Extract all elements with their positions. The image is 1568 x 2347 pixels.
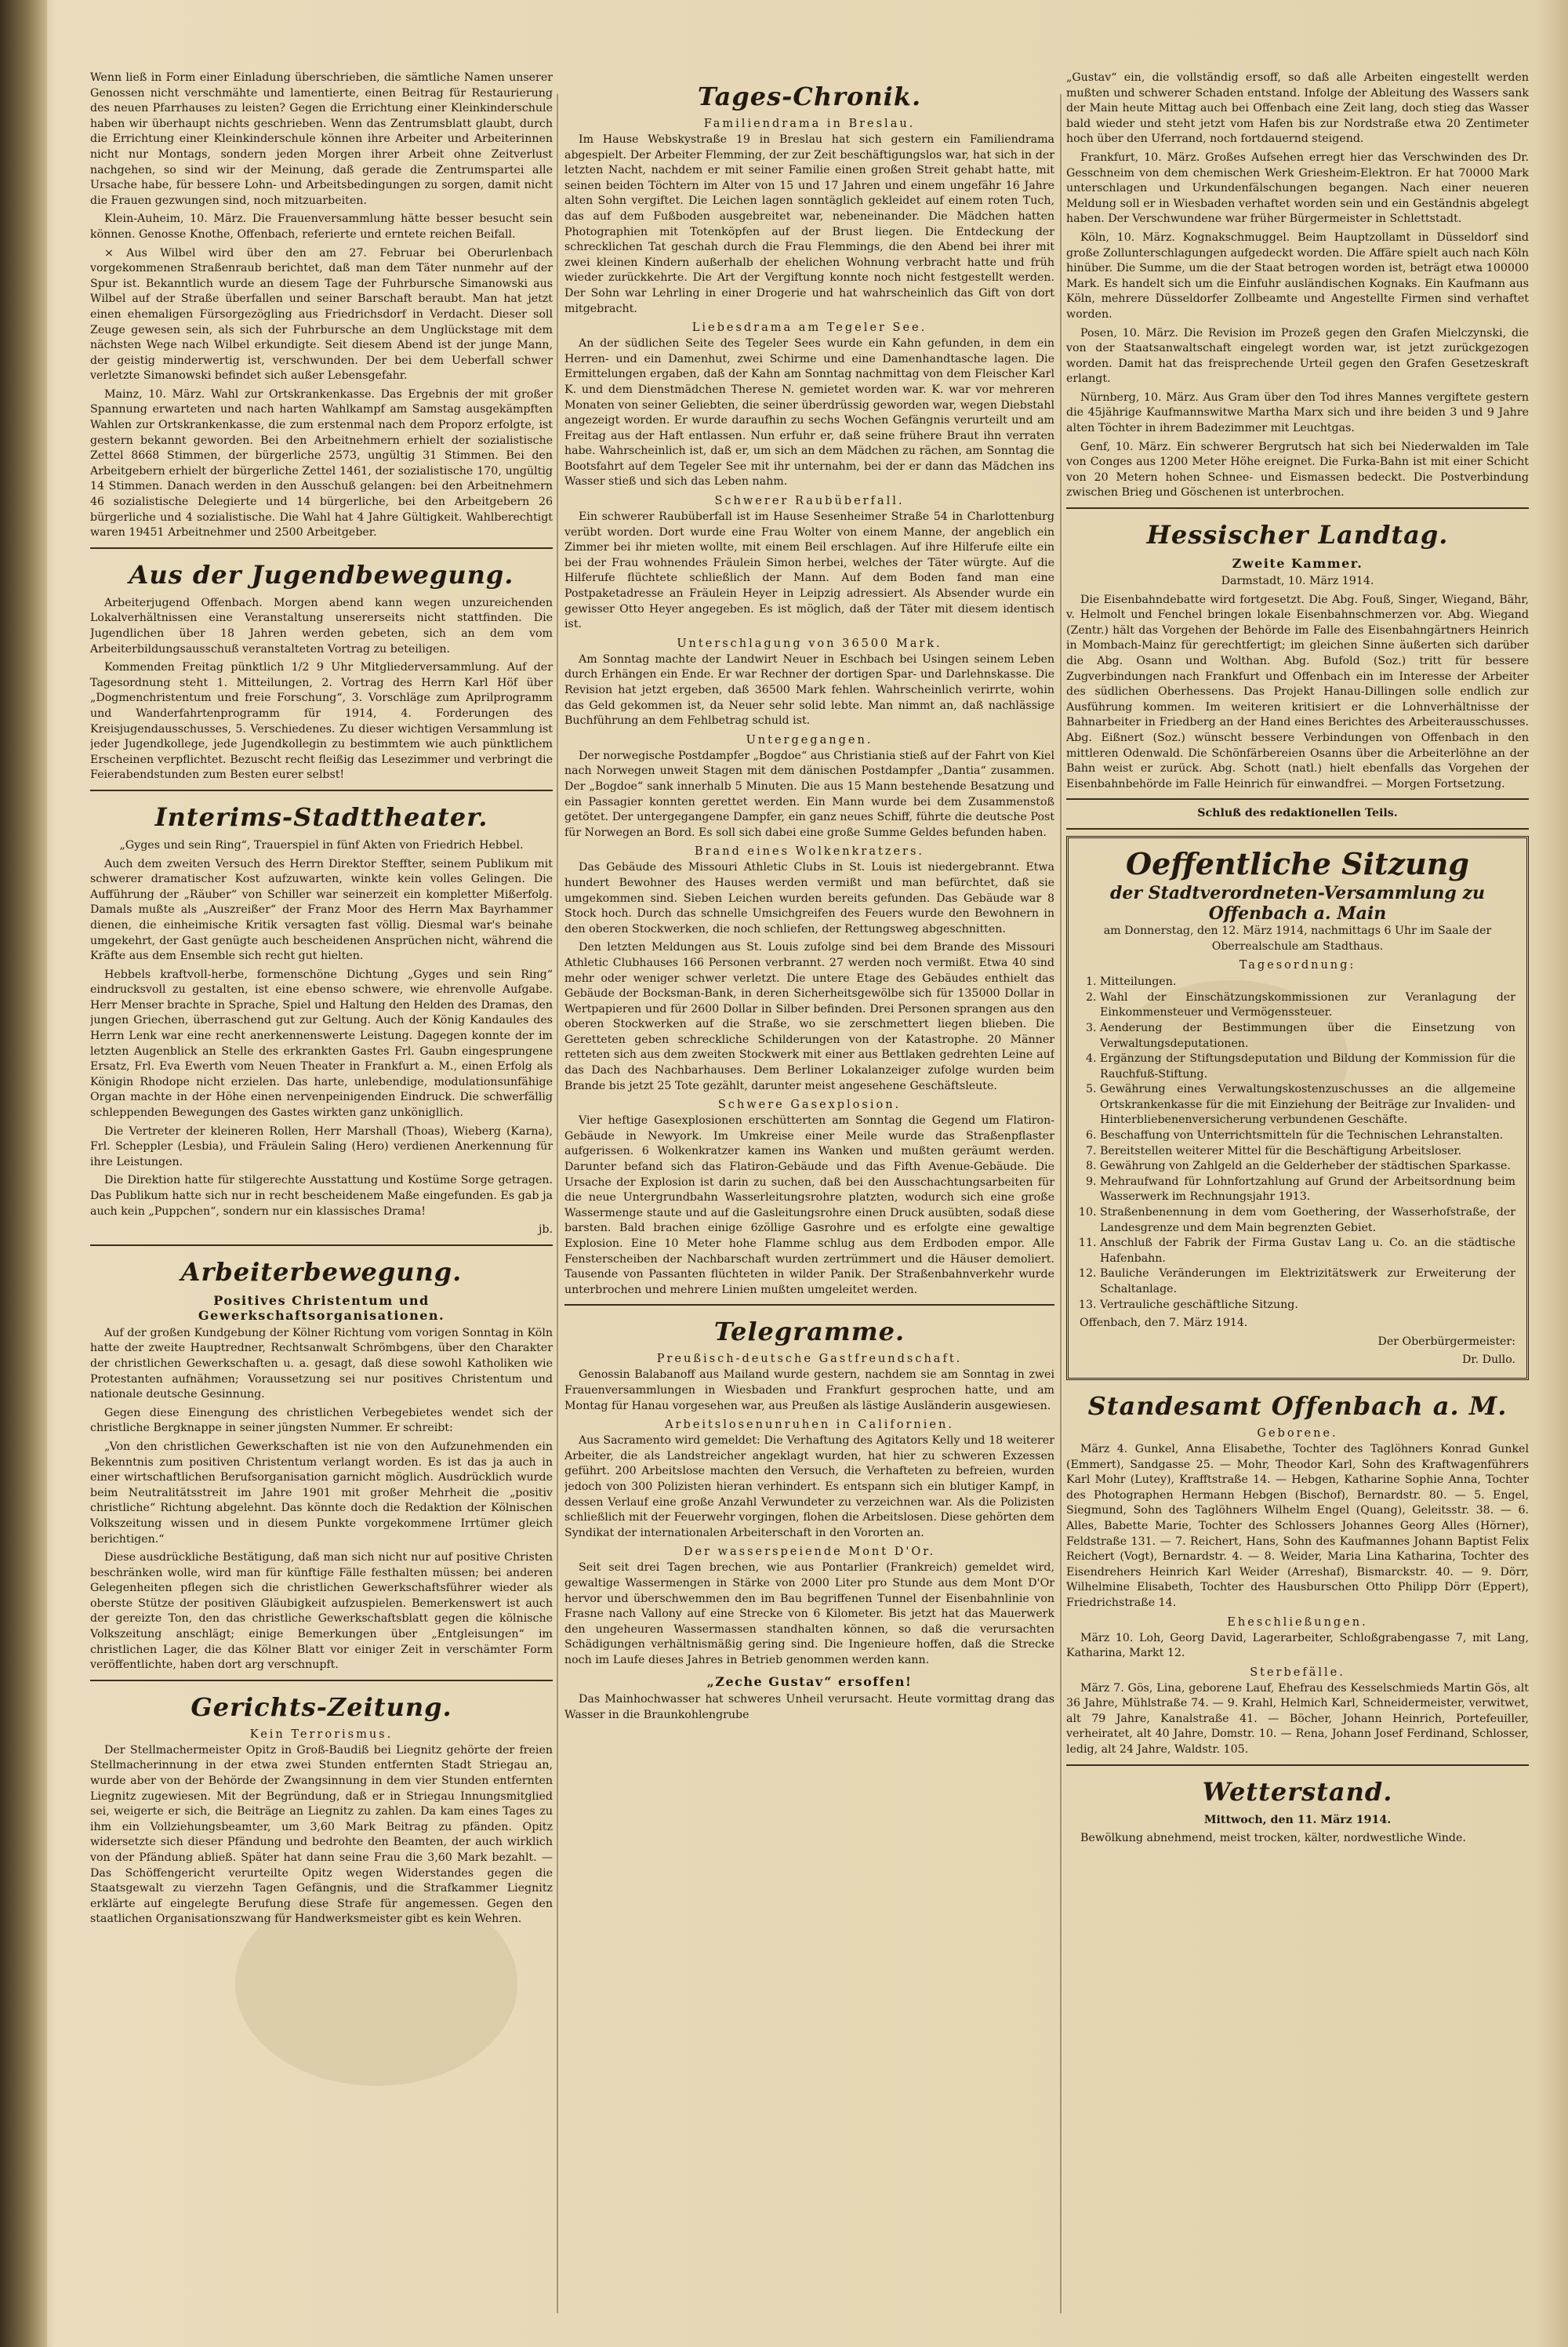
subheading: „Zeche Gustav“ ersoffen!	[706, 1674, 913, 1690]
paragraph: „Von den christlichen Gewerkschaften ist nie von den Aufzunehmenden ein Bekenntnis zum positiven Christentum verlangt worden. Es ist das ja auch in einer wirtschaftlichen Berufsorganisation garnicht möglich. Ausdrücklich wurde beim Neutralitätsstreit im Jahre 1901 mit großer Mehrheit die „positiv christliche“ Richtung abgelehnt. Das könnte doch die Redaktion der Kölnischen Volkszeitung wissen und in diesem Punkte vorgekommene Irrtümer gleich berichtigen.“	[90, 1440, 553, 1546]
subheading: Geborene.	[1257, 1426, 1338, 1440]
agenda-item: 12. Bauliche Veränderungen im Elektrizitätswerk zur Erweiterung der Schaltanlage.	[1100, 1266, 1515, 1297]
paragraph: An der südlichen Seite des Tegeler Sees wurde ein Kahn gefunden, in dem ein Herren- und ein Damenhut, zwei Schirme und eine Damenhandtasche lagen. Die Ermittelungen ergaben, daß der Kahn am Sonntag nachmittag von dem Fleischer Karl K. und dem Dienstmädchen Therese N. gemietet worden war. K. war vor mehreren Monaten von seiner Geliebten, die seiner überdrüssig geworden war, wegen Diebstahl angezeigt worden. Er wurde daraufhin zu sechs Wochen Gefängnis verurteilt und am Freitag aus der Haft entlassen. Nun erfuhr er, daß seine frühere Braut ihn verraten habe. Wahrscheinlich ist, daß er, um sich an dem Mädchen zu rächen, am Sonntag die Bootsfahrt auf dem Tegeler See mit ihr unternahm, bei der er dann das Mädchen ins Wasser stieß und sich das Leben nahm.	[564, 337, 1054, 489]
agenda-item: 10. Straßenbenennung in dem vom Goethering, der Wasserhofstraße, der Landesgrenze und dem Main begrenzten Gebiet.	[1100, 1205, 1515, 1236]
agenda-item: 5. Gewährung eines Verwaltungskostenzuschusses an die allgemeine Ortskrankenkasse für die mit Einziehung der Beiträge zur Invaliden- und Hinterbliebenenversicherung verbundenen Geschäfte.	[1100, 1082, 1515, 1128]
subheading: Brand eines Wolkenkratzers.	[694, 845, 925, 859]
subheading: Untergegangen.	[746, 733, 873, 747]
agenda-item: 3. Aenderung der Bestimmungen über die Einsetzung von Verwaltungsdeputationen.	[1100, 1021, 1515, 1052]
paragraph: Wenn ließ in Form einer Einladung überschrieben, die sämtliche Namen unserer Genossen nicht verschmähte und lamentierte, einen Beitrag für Restaurierung des neuen Pfarrhauses zu leisten? Gegen die Errichtung einer Kleinkinderschule haben wir überhaupt nichts geschrieben. Wenn das Zentrumsblatt glaubt, durch die Errichtung einer Kleinkinderschule können ihre Arbeiter und Arbeiterinnen nicht nur Montags, sondern jeden Morgen ihrer Arbeit ohne Zeitverlust nachgehen, so sind wir der Meinung, daß gerade die Zentrumspartei alle Ursache habe, für bessere Lohn- und Arbeitsbedingungen zu sorgen, damit nicht die Frauen gezwungen sind, noch mitzuarbeiten.	[90, 71, 553, 207]
section-rule	[1066, 798, 1529, 800]
section-heading-standesamt: Standesamt Offenbach a. M.	[1087, 1390, 1508, 1421]
paragraph: „Gustav“ ein, die vollständig ersoff, so daß alle Arbeiten eingestellt werden mußten und schwerer Schaden entstand. Infolge der Ableitung des Wassers sank der Main heute Mittag auch bei Offenbach eine Zeit lang, doch stieg das Wasser bald wieder und steht jetzt vom Hafen bis zur Nordstraße etwa 20 Zentimeter hoch über den Uferrand, noch fortdauernd steigend.	[1066, 71, 1529, 146]
paragraph: Seit seit drei Tagen brechen, wie aus Pontarlier (Frankreich) gemeldet wird, gewaltige Wassermengen in Stärke von 2000 Liter pro Stunde aus dem Mont D'Or hervor und überschwemmen den im Bau begriffenen Tunnel der Eisenbahnlinie von Frasne nach Vallony auf eine Strecke von 6 Kilometer. Bis jetzt hat das Mauerwerk den ungeheuren Wassermassen standhalten können, so daß die verursachten Schädigungen verhältnismäßig gering sind. Die Ingenieure hoffen, daß die Strecke noch im Laufe dieses Jahres in Betrieb genommen werden kann.	[564, 1561, 1054, 1666]
agenda-item: 8. Gewährung von Zahlgeld an die Gelderheber der städtischen Sparkasse.	[1100, 1159, 1515, 1175]
notice-signature-title: Der Oberbürgermeister:	[1377, 1335, 1515, 1348]
notice-signature-name: Dr. Dullo.	[1461, 1353, 1515, 1367]
section-rule	[90, 1680, 553, 1681]
paragraph: Ein schwerer Raubüberfall ist im Hause Sesenheimer Straße 54 in Charlottenburg verübt worden. Dort wurde eine Frau Wolter von einem Manne, der angeblich ein Zimmer bei ihr mieten wollte, mit einem Beil erschlagen. Auf ihre Hilferufe eilte ein bei der Frau wohnendes Fräulein Simon herbei, welches der Täter würgte. Auf die Hilferufe flüchtete schließlich der Mann. Auf dem Boden fand man eine Postpaketadresse an Fräulein Heyer in Leipzig adressiert. Als Absender wurde ein gewisser Otto Heyer angegeben. Es ist möglich, daß der Täter mit diesem identisch ist.	[564, 510, 1054, 631]
section-heading-landtag: Hessischer Landtag.	[1146, 520, 1449, 550]
section-rule	[90, 1244, 553, 1246]
paragraph: Diese ausdrückliche Bestätigung, daß man sich nicht nur auf positive Christen beschränken wolle, wird man für künftige Fälle festhalten müssen; bei anderen Gelegenheiten pflegen sich die christlichen Gewerkschaftsführer wieder als oberste Stütze der positiven Gläubigkeit aufzuspielen. Bemerkenswert ist auch der gereizte Ton, den das christliche Gewerkschaftsblatt gegen die kölnische Volkszeitung anschlägt; einige Bemerkungen über „Entgleisungen“ im christlichen Lager, die das Kölner Blatt vor einiger Zeit in verschämter Form veröffentlichte, haben dort arg verschnupft.	[90, 1551, 553, 1672]
page-binding	[0, 0, 47, 2347]
column-divider	[1060, 94, 1062, 2313]
column-2	[564, 71, 1054, 1727]
section-rule	[1066, 1764, 1529, 1766]
author-signature: jb.	[539, 1223, 553, 1237]
subheading: Der wasserspeiende Mont D'Or.	[683, 1546, 936, 1559]
notice-subtitle: der Stadtverordneten-Versammlung zu Offenbach a. Main	[1110, 882, 1485, 924]
editorial-end-note: Schluß des redaktionellen Teils.	[1197, 807, 1398, 820]
paragraph: März 10. Loh, Georg David, Lagerarbeiter, Schloßgrabengasse 7, mit Lang, Katharina, Markt 12.	[1066, 1631, 1529, 1660]
subheading: Eheschließungen.	[1227, 1615, 1368, 1629]
paragraph: Nürnberg, 10. März. Aus Gram über den Tod ihres Mannes vergiftete gestern die 45jährige Kaufmannswitwe Martha Marx sich und ihre beiden 3 und 9 Jahre alten Töchter in ihrem Badezimmer mit Leuchtgas.	[1066, 391, 1529, 435]
column-divider	[557, 94, 558, 2313]
subheading: Preußisch-deutsche Gastfreundschaft.	[656, 1353, 963, 1366]
paragraph: Auf der großen Kundgebung der Kölner Richtung vom vorigen Sonntag in Köln hatte der zweite Hauptredner, Rechtsanwalt Schrömbgens, über den Charakter der christlichen Gewerkschaften u. a. gesagt, daß diese sowohl Katholiken wie Protestanten aufnähmen; Voraussetzung sei nur positives Christentum und nationale deutsche Gesinnung.	[90, 1326, 553, 1401]
paragraph: Kommenden Freitag pünktlich 1/2 9 Uhr Mitgliederversammlung. Auf der Tagesordnung steht 1. Mitteilungen, 2. Vortrag des Herrn Karl Höf über „Dogmenchristentum und freie Forschung“, 3. Vorschläge zum Aprilprogramm und Wanderfahrtenprogramm für 1914, 4. Forderungen des Kreisjugendausschusses, 5. Verschiedenes. Zu dieser wichtigen Versammlung ist jeder Jugendkollege, jede Jugendkollegin zu bestimmtem wie auch pünktlichem Erscheinen verpflichtet. Bezuscht recht fleißig das Lesezimmer und verbringt die Feierabendstunden zum Besten eurer selbst!	[90, 661, 553, 782]
paragraph: Die Vertreter der kleineren Rollen, Herr Marshall (Thoas), Wieberg (Karna), Frl. Scheppler (Lesbia), und Fräulein Saling (Hero) verdienen Anerkennung für ihre Leistungen.	[90, 1124, 553, 1168]
paragraph: × Aus Wilbel wird über den am 27. Februar bei Oberurlenbach vorgekommenen Straßenraub berichtet, daß man dem Täter nunmehr auf der Spur ist. Bekanntlich wurde an diesem Tage der Fuhrbursche Simanowski aus Wilbel auf der Straße überfallen und seiner Barschaft beraubt. Man hat jetzt einen ehemaligen Fürsorgezögling aus Friedrichsdorf in Verdacht. Dieser soll Zeuge gewesen sein, als sich der Fuhrbursche an dem Unglückstage mit dem nächsten Wege nach Wilbel erkundigte. Seit diesem Abend ist der junge Mann, der geistig minderwertig ist, verschwunden. Der bei dem Ueberfall schwer verletzte Simanowski befindet sich außer Lebensgefahr.	[90, 246, 553, 383]
notice-date: Offenbach, den 7. März 1914.	[1080, 1317, 1248, 1330]
public-meeting-notice	[1066, 836, 1529, 1380]
paragraph: Mainz, 10. März. Wahl zur Ortskrankenkasse. Das Ergebnis der mit großer Spannung erwarteten und nach harten Wahlkampf am Samstag ausgekämpften Wahlen zur Ortskrankenkasse, die zum erstenmal nach dem Proporz erfolgte, ist gestern bekannt geworden. Bei den Arbeitnehmern erhielt der sozialistische Zettel 8668 Stimmen, der bürgerliche 2573, ungültig 31 Stimmen. Bei den Arbeitgebern erhielt der bürgerliche Zettel 1461, der sozialistische 170, ungültig 14 Stimmen. Danach werden in den Ausschuß gelangen: bei den Arbeitnehmern 46 sozialistische Delegierte und 14 bürgerliche, bei den Arbeitgebern 26 bürgerliche und 4 sozialistische. Die Wahl hat 4 Jahre Gültigkeit. Wahlberechtigt waren 19451 Arbeitnehmer und 2500 Arbeitgeber.	[90, 387, 553, 540]
paragraph: Der Stellmachermeister Opitz in Groß-Baudiß bei Liegnitz gehörte der freien Stellmacherinnung in der etwa zwei Stunden entfernten Stadt Striegau an, wurde aber von der Behörde der Zwangsinnung in dem vier Stunden entfernten Liegnitz zugewiesen. Mit der Begründung, daß er in Striegau Innungsmitglied sei, weigerte er sich, die Beiträge an Liegnitz zu zahlen. Da kam eines Tages zu ihm ein Vollziehungsbeamter, um 3,60 Mark Beitrag zu pfänden. Opitz widersetzte sich dieser Pfändung und bedrohte den Beamten, der auch wirklich von der Pfändung abließ. Später hat dann seine Frau die 3,60 Mark bezahlt. — Das Schöffengericht verurteilte Opitz wegen Widerstandes gegen die Staatsgewalt zu vierzehn Tagen Gefängnis, und die Strafkammer Liegnitz erklärte auf eingelegte Berufung diese Strafe für angemessen. Gegen den staatlichen Organisationszwang für Handwerksmeister gibt es kein Wehren.	[90, 1743, 553, 1926]
paragraph: Die Eisenbahndebatte wird fortgesetzt. Die Abg. Fouß, Singer, Wiegand, Bähr, v. Helmolt und Fenchel bringen lokale Eisenbahnschmerzen vor. Abg. Wiegand (Zentr.) hält das Vorgehen der Behörde im Falle des Eisenbahngärtners Heinrich in Mombach-Mainz für gerechtfertigt; im gleichen Sinne äußerten sich darüber die Abg. Osann und Wolthan. Abg. Bufold (Soz.) tritt für bessere Zugverbindungen nach Frankfurt und Offenbach ein im Interesse der Arbeiter des südlichen Oberhessens. Das Projekt Hanau-Dillingen solle endlich zur Ausführung kommen. Im weiteren kritisiert er die Lohnverhältnisse der Bahnarbeiter in Friedberg an der Hand eines Berichtes des Arbeiterausschusses. Abg. Eißnert (Soz.) wünscht bessere Verbindungen von Offenbach in den mittleren Odenwald. Die Schönfärbereien Osanns über die Arbeiterlöhne an der Bahn weist er zurück. Abg. Schott (natl.) hielt ebenfalls das Vorgehen der Eisenbahnbehörde im Falle Heinrich für einwandfrei. — Morgen Fortsetzung.	[1066, 593, 1529, 790]
paragraph: Aus Sacramento wird gemeldet: Die Verhaftung des Agitators Kelly und 18 weiterer Arbeiter, die als Landstreicher angeklagt wurden, hat hier zu schweren Exzessen geführt. 200 Arbeitslose machten den Versuch, die Verhafteten zu befreien, wurden jedoch von 300 Polizisten hieran verhindert. Es entspann sich ein blutiger Kampf, in dessen Verlauf eine große Anzahl Verwundeter zu verzeichnen war. Als die Polizisten schließlich mit der Feuerwehr vorgingen, flohen die Arbeitslosen. Diese gehörten dem Syndikat der internationalen Arbeiterschaft in den Vororten an.	[564, 1434, 1054, 1539]
subheading: Unterschlagung von 36500 Mark.	[677, 637, 942, 650]
section-rule	[1066, 828, 1529, 830]
notice-title: Oeffentliche Sitzung	[1126, 845, 1469, 881]
weather-text: Bewölkung abnehmend, meist trocken, kälter, nordwestliche Winde.	[1080, 1832, 1466, 1845]
subheading: Familiendrama in Breslau.	[703, 118, 916, 130]
weather-date: Mittwoch, den 11. März 1914.	[1203, 1813, 1392, 1826]
section-rule	[1066, 507, 1529, 509]
paragraph: Im Hause Webskystraße 19 in Breslau hat sich gestern ein Familiendrama abgespielt. Der Arbeiter Flemming, der zur Zeit beschäftigungslos war, hat sich in der letzten Nacht, nachdem er mit seiner Familie einen großen Streit gehabt hatte, mit seinen beiden Töchtern im Alter von 15 und 17 Jahren und einem ungefähr 16 Jahre alten Sohn vergiftet. Die Leichen lagen sonntäglich gekleidet auf einem roten Tuch, das auf dem Fußboden ausgebreitet war, nebeneinander. Die Mädchen hatten Photographien mit Totenköpfen auf der Brust liegen. Die Entdeckung der schrecklichen Tat geschah durch die Frau Flemmings, die den Abend bei ihrer mit zwei kleinen Kindern außerhalb der ehelichen Wohnung verbracht hatte und früh wieder zurückkehrte. Die Art der Vergiftung konnte noch nicht festgestellt werden. Der Sohn war Lehrling in einer Drogerie und hat wahrscheinlich das Gift von dort mitgebracht.	[564, 133, 1054, 315]
section-rule	[90, 547, 553, 549]
paragraph: Das Mainhochwasser hat schweres Unheil verursacht. Heute vormittag drang das Wasser in die Braunkohlengrube	[564, 1693, 1054, 1722]
paragraph: Das Gebäude des Missouri Athletic Clubs in St. Louis ist niedergebrannt. Etwa hundert Bewohner des Hauses werden vermißt und man befürchtet, daß sie umgekommen sind. Sieben Leichen wurden bereits gefunden. Das Gebäude war 8 Stock hoch. Durch das schnelle Umsichgreifen des Feuers wurde den Bewohnern in den oberen Stockwerken, die noch schliefen, der Rettungsweg abgeschnitten.	[564, 861, 1054, 936]
agenda-item: 1. Mitteilungen.	[1100, 975, 1515, 990]
paragraph: Der norwegische Postdampfer „Bogdoe“ aus Christiania stieß auf der Fahrt von Kiel nach Norwegen unweit Stagen mit dem dänischen Postdampfer „Dantia“ zusammen. Der „Bogdoe“ sank innerhalb 5 Minuten. Die aus 15 Mann bestehende Besatzung und ein Passagier konnten gerettet werden. Ein Mann wurde bei dem Zusammenstoß getötet. Der untergegangene Dampfer, ein ganz neues Schiff, führte die deutsche Post für Norwegen an Bord. Es soll sich dabei eine große Summe Geldes befunden haben.	[564, 749, 1054, 839]
notice-when: am Donnerstag, den 12. März 1914, nachmittags 6 Uhr im Saale der Oberrealschule am Stadthaus.	[1103, 924, 1492, 953]
paragraph: Vier heftige Gasexplosionen erschütterten am Sonntag die Gegend um Flatiron-Gebäude in Newyork. Im Umkreise einer Meile wurde das Straßenpflaster aufgerissen. 6 Wolkenkratzer kamen ins Wanken und mußten geräumt werden. Darunter befand sich das Flatiron-Gebäude und das Fifth Avenue-Gebäude. Die Ursache der Explosion ist darin zu suchen, daß bei den Ausschachtungsarbeiten für die neue Untergrundbahn Wasserleitungsrohre platzten, wodurch sich eine große Wassermenge staute und auf die Gasleitungsrohre einen Druck ausübten, sodaß diese barsten. Bald brachen einige 6zöllige Gasrohre und es erfolgte eine gewaltige Explosion. Eine 10 Meter hohe Flamme schlug aus dem Erdboden empor. Alle Fensterscheiben der Nachbarschaft wurden zertrümmert und die Häuser demoliert. Tausende von Passanten flüchteten in wilder Panik. Der Straßenbahnverkehr wurde unterbrochen und mehrere Linien mußten umgeleitet werden.	[564, 1114, 1054, 1296]
section-rule	[90, 790, 553, 791]
section-heading-telegramme: Telegramme.	[713, 1317, 906, 1347]
paragraph: Klein-Auheim, 10. März. Die Frauenversammlung hätte besser besucht sein können. Genosse Knothe, Offenbach, referierte und erntete reichen Beifall.	[90, 213, 553, 241]
agenda-item: 7. Bereitstellen weiterer Mittel für die Beschäftigung Arbeitsloser.	[1100, 1144, 1515, 1160]
paragraph: Posen, 10. März. Die Revision im Prozeß gegen den Grafen Mielczynski, die von der Staatsanwaltschaft eingelegt worden war, ist jetzt zurückgezogen worden. Damit hat das freisprechende Urteil gegen den Grafen Gesetzeskraft erlangt.	[1066, 326, 1529, 386]
section-heading-gericht: Gerichts-Zeitung.	[191, 1691, 452, 1722]
agenda-list	[1080, 975, 1515, 1313]
subheading: Sterbefälle.	[1250, 1666, 1345, 1679]
agenda-item: 9. Mehraufwand für Lohnfortzahlung auf Grund der Arbeitsordnung beim Wasserwerk im Rechnungsjahr 1913.	[1100, 1175, 1515, 1205]
section-heading-theater: Interims-Stadttheater.	[154, 801, 488, 832]
agenda-item: 11. Anschluß der Fabrik der Firma Gustav Lang u. Co. an die städtische Hafenbahn.	[1100, 1236, 1515, 1266]
paragraph: Genf, 10. März. Ein schwerer Bergrutsch hat sich bei Niederwalden im Tale von Conges aus 1200 Meter Höhe ereignet. Die Furka-Bahn ist mit einer Schicht von 20 Metern hohen Schnee- und Eismassen bedeckt. Die Postverbindung zwischen Brieg und Göschenen ist unterbrochen.	[1066, 440, 1529, 500]
agenda-item: 4. Ergänzung der Stiftungsdeputation und Bildung der Kommission für die Rauchfuß-Stiftung.	[1100, 1052, 1515, 1082]
section-heading-arbeiter: Arbeiterbewegung.	[180, 1256, 463, 1287]
paragraph: Am Sonntag machte der Landwirt Neuer in Eschbach bei Usingen seinem Leben durch Erhängen ein Ende. Er war Rechner der dortigen Spar- und Darlehnskasse. Die Revision hat jetzt ergeben, daß 36500 Mark fehlen. Wahrscheinlich verirrte, wohin das Geld gekommen ist, da Neuer sehr solid lebte. Man nimmt an, daß nachlässige Buchführung an dem Fehlbetrag schuld ist.	[564, 652, 1054, 728]
dateline: Darmstadt, 10. März 1914.	[1221, 575, 1374, 588]
paragraph: Die Direktion hatte für stilgerechte Ausstattung und Kostüme Sorge getragen. Das Publikum hatte sich nur in recht bescheidenem Maße eingefunden. Es gab ja auch kein „Puppchen“, sondern nur ein klassisches Drama!	[90, 1174, 553, 1218]
subheading: Arbeitslosenunruhen in Californien.	[665, 1419, 954, 1432]
agenda-item: 2. Wahl der Einschätzungskommissionen zur Veranlagung der Einkommensteuer und Vermögenssteuer.	[1100, 990, 1515, 1021]
paragraph: Genossin Balabanoff aus Mailand wurde gestern, nachdem sie am Sonntag in zwei Frauenversammlungen in Wiesbaden und Frankfurt gesprochen hatte, und am Montag für Hanau vorgesehen war, aus Preußen als lästige Ausländerin ausgewiesen.	[564, 1368, 1054, 1412]
paragraph: Arbeiterjugend Offenbach. Morgen abend kann wegen unzureichenden Lokalverhältnissen eine Veranstaltung unsererseits nicht stattfinden. Die Jugendlichen über 18 Jahren werden gebeten, sich an dem vom Arbeiterbildungsausschuß veranstalteten Vortrag zu beteiligen.	[90, 596, 553, 656]
section-rule	[564, 1304, 1054, 1306]
subheading: Liebesdrama am Tegeler See.	[691, 322, 927, 335]
section-heading-chronik: Tages-Chronik.	[697, 82, 922, 111]
paragraph: Gegen diese Einengung des christlichen Verbegebietes wendet sich der christliche Bergknappe in seiner jüngsten Nummer. Er schreibt:	[90, 1406, 553, 1435]
paragraph: Köln, 10. März. Kognakschmuggel. Beim Hauptzollamt in Düsseldorf sind große Zollunterschlagungen aufgedeckt worden. Die Affäre spielt auch nach Köln hinüber. Die Summe, um die der Staat betrogen worden ist, beträgt etwa 100000 Mark. Es handelt sich um die Einfuhr ausländischen Kognaks. Ein Kaufmann aus Köln, mehrere Düsseldorfer Zollbeamte und Angestellte Firmen sind verhaftet worden.	[1066, 231, 1529, 321]
subheading: Positives Christentum und Gewerkschaftsorganisationen.	[198, 1292, 445, 1323]
paragraph: März 4. Gunkel, Anna Elisabethe, Tochter des Taglöhners Konrad Gunkel (Emmert), Sandgasse 25. — Mohr, Theodor Karl, Sohn des Kraftwagenführers Karl Mohr (Lutey), Krafftstraße 14. — Hebgen, Katharine Sophie Anna, Tochter des Photographen Hermann Hebgen (Bischof), Bernardstr. 80. — 5. Engel, Siegmund, Sohn des Taglöhners Wilhelm Engel (Quang), Geleitsstr. 38. — 6. Alles, Babette Marie, Tochter des Schlossers Johannes Georg Alles (Hörner), Feldstraße 131. — 7. Reichert, Hans, Sohn des Kaufmannes Johann Baptist Felix Reichert (Vogt), Bernardstr. 4. — 8. Weider, Maria Lina Katharina, Tochter des Eisendrehers Heinrich Karl Weider (Arreshaf), Bismarckstr. 40. — 9. Dörr, Wilhelmine Elisabeth, Tochter des Hausburschen Otto Philipp Dörr (Eppert), Friedrichstraße 14.	[1066, 1442, 1529, 1609]
paragraph: Auch dem zweiten Versuch des Herrn Direktor Steffter, seinem Publikum mit schwerer dramatischer Kost aufzuwarten, winkte kein volles Gelingen. Die Aufführung der „Räuber“ von Schiller war seinerzeit ein kompletter Mißerfolg. Damals mußte als „Auszreißer“ der Franz Moor des Herrn Max Bayrhammer dienen, die einheimische Kritik versagten fast völlig. Diesmal war's beinahe umgekehrt, der Gast genügte auch bescheidenen Ansprüchen nicht, während die Kräfte aus dem Ensemble sich recht gut hielten.	[90, 857, 553, 963]
paragraph: März 7. Gös, Lina, geborene Lauf, Ehefrau des Kesselschmieds Martin Gös, alt 36 Jahre, Mühlstraße 74. — 9. Krahl, Helmich Karl, Schneidermeister, verwitwet, alt 79 Jahre, Kanalstraße 41. — Böcher, Johann Heinrich, Portefeuiller, verheiratet, alt 40 Jahre, Domstr. 10. — Rena, Johann Josef Ferdinand, Schlosser, ledig, alt 24 Jahre, Waldstr. 105.	[1066, 1681, 1529, 1757]
section-heading-wetter: Wetterstand.	[1202, 1776, 1393, 1807]
paragraph: Den letzten Meldungen aus St. Louis zufolge sind bei dem Brande des Missouri Athletic Clubhauses 166 Personen verbrannt. 27 werden noch vermißt. Etwa 40 sind mehr oder weniger schwer verletzt. Die untere Etage des Gebäudes enthielt das Gebäude der Bocksman-Bank, in deren Sicherheitsgewölbe sich für 135000 Dollar in Wertpapieren und für 2600 Dollar in Silber befinden. Drei Personen sprangen aus den oberen Stockwerken auf die Straße, wo sie zerschmettert liegen blieben. Die Geretteten geben schreckliche Schilderungen von der Katastrophe. 20 Männer retteten sich aus dem zweiten Stockwerk mit einer aus Bettlaken gedrehten Leine auf das Dach des Nachbarhauses. Dem Berliner Lokalanzeiger zufolge wurden beim Brande bis jetzt 25 Tote gezählt, darunter meist angesehene Geschäftsleute.	[564, 941, 1054, 1092]
agenda-item: 6. Beschaffung von Unterrichtsmitteln für die Technischen Lehranstalten.	[1100, 1128, 1515, 1144]
subheading: Schwere Gasexplosion.	[717, 1099, 902, 1112]
paragraph: Frankfurt, 10. März. Großes Aufsehen erregt hier das Verschwinden des Dr. Gesschneim von dem chemischen Werk Griesheim-Elektron. Er hat 70000 Mark unterschlagen und Urkundenfälschungen begangen. Nach einer neueren Meldung soll er in Wiesbaden verhaftet worden sein und ein Geständnis abgelegt haben. Der Verschwundene war früher Bürgermeister in Schlettstadt.	[1066, 151, 1529, 226]
subheading: „Gyges und sein Ring“, Trauerspiel in fünf Akten von Friedrich Hebbel.	[119, 838, 524, 852]
subheading: Schwerer Raubüberfall.	[714, 495, 905, 508]
agenda-item: 13. Vertrauliche geschäftliche Sitzung.	[1100, 1298, 1515, 1313]
column-1	[90, 71, 553, 1931]
section-heading-jugend: Aus der Jugendbewegung.	[129, 559, 514, 590]
subheading: Kein Terrorismus.	[249, 1728, 394, 1741]
column-3	[1066, 71, 1529, 1850]
paragraph: Hebbels kraftvoll-herbe, formenschöne Dichtung „Gyges und sein Ring“ eindrucksvoll zu gestalten, ist eine ebenso schwere, wie ehrenvolle Aufgabe. Herr Menser brachte in Sprache, Spiel und Haltung den Helden des Dramas, den jungen Griechen, überraschend gut zur Geltung. Auch der König Kandaules des Herrn Lenk war eine recht anerkennenswerte Leistung. Dagegen konnte der im letzten Augenblick an Stelle des erkrankten Gastes Frl. Gaubn eingesprungene Ersatz, Frl. Eva Ewerth vom Neuen Theater in Frankfurt a. M., einen Erfolg als Königin Rhodope nicht erzielen. Das harte, unlebendige, modulationsunfähige Organ machte in der Höhe einen nervenpeinigenden Eindruck. Die schwerfällig schleppenden Bewegungen des Gastes wirkten ganz unkönigllich.	[90, 968, 553, 1120]
subheading: Zweite Kammer.	[1232, 556, 1363, 572]
agenda-heading: Tagesordnung:	[1239, 959, 1356, 972]
